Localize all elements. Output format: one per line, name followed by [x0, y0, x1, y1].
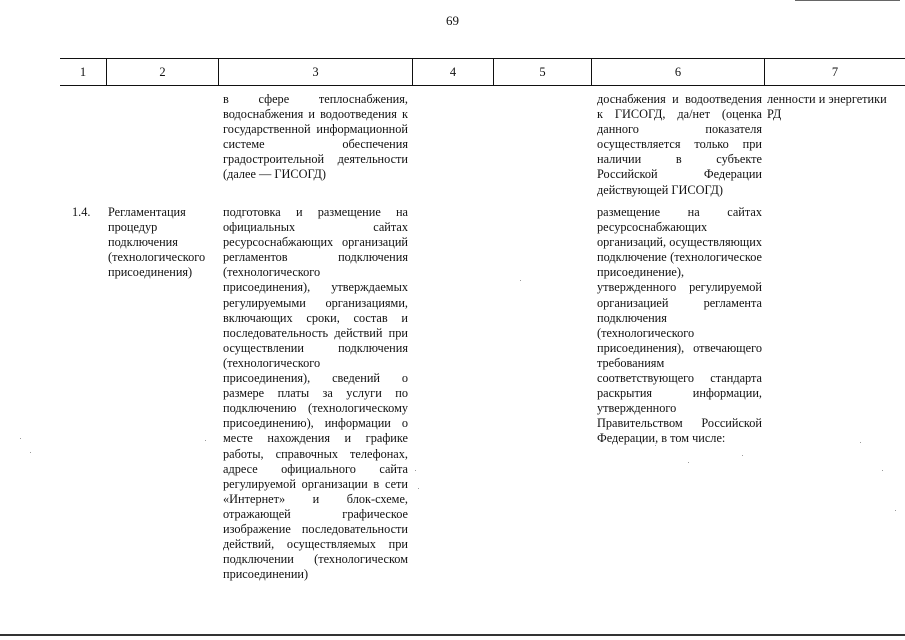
- continuation-col7-text: ленности и энергетики РД: [767, 92, 887, 122]
- column-header-5: 5: [539, 64, 546, 79]
- row-indicator-text: размещение на сайтах ресурсоснабжающих организаций, осуществляющих подключение (технологическое присоединение), утвержденного регулируемой организацией регламента подключения (технологического присоединения), отвечающего требованиям соответствующего стандарта раскрытия информации, утвержденного Правительством Российской Федерации, в том числе:: [597, 205, 762, 446]
- scan-speck: [655, 445, 656, 446]
- continuation-col3-text: в сфере теплоснабжения, водоснабжения и водоотведения к государственной информационной системе обеспечения градостроительной деятельности (далее — ГИСОГД): [223, 92, 408, 182]
- page-number: 69: [446, 13, 459, 28]
- scan-speck: [415, 470, 416, 471]
- row-number: 1.4.: [72, 205, 91, 219]
- row-title: Регламентация процедур подключения (технологического присоединения): [108, 205, 206, 280]
- scan-speck: [895, 510, 896, 511]
- column-header-2: 2: [159, 64, 166, 79]
- bottom-edge-rule: [0, 634, 905, 636]
- column-header-3: 3: [312, 64, 319, 79]
- scan-speck: [418, 488, 419, 489]
- table-header-row: [60, 58, 905, 86]
- column-header-6: 6: [674, 64, 682, 79]
- column-header-4: 4: [449, 64, 457, 79]
- scan-speck: [882, 470, 883, 471]
- continuation-col6-text: доснабжения и водоотведения к ГИСОГД, да/нет (оценка данного показателя осуществляется только при наличии в субъекте Российской Федерации действующей ГИСОГД): [597, 92, 762, 197]
- scan-speck: [860, 442, 861, 443]
- scan-speck: [205, 440, 206, 441]
- scan-speck: [20, 438, 21, 439]
- scan-speck: [30, 452, 31, 453]
- column-header-1: 1: [79, 64, 87, 79]
- scan-speck: [520, 280, 521, 281]
- scan-speck: [688, 462, 689, 463]
- row-activity-text: подготовка и размещение на официальных сайтах ресурсоснабжающих организаций регламентов подключения (технологического присоединения), утверждаемых регулируемыми организациями, включающих сроки, состав и последовательность действий при осуществлении подключения (технологического присоединения), сведений о размере платы за услуги по подключению (технологическому присоединению), информации о месте нахождения и графике работы, справочных телефонах, адресе официального сайта регулируемой организации в сети «Интернет» и блок-схеме, отражающей графическое изображение последовательности действий, осуществляемых при подключении (технологическом присоединении): [223, 205, 408, 582]
- column-header-7: 7: [831, 64, 839, 79]
- top-edge-rule: [795, 0, 900, 1]
- scan-speck: [742, 455, 743, 456]
